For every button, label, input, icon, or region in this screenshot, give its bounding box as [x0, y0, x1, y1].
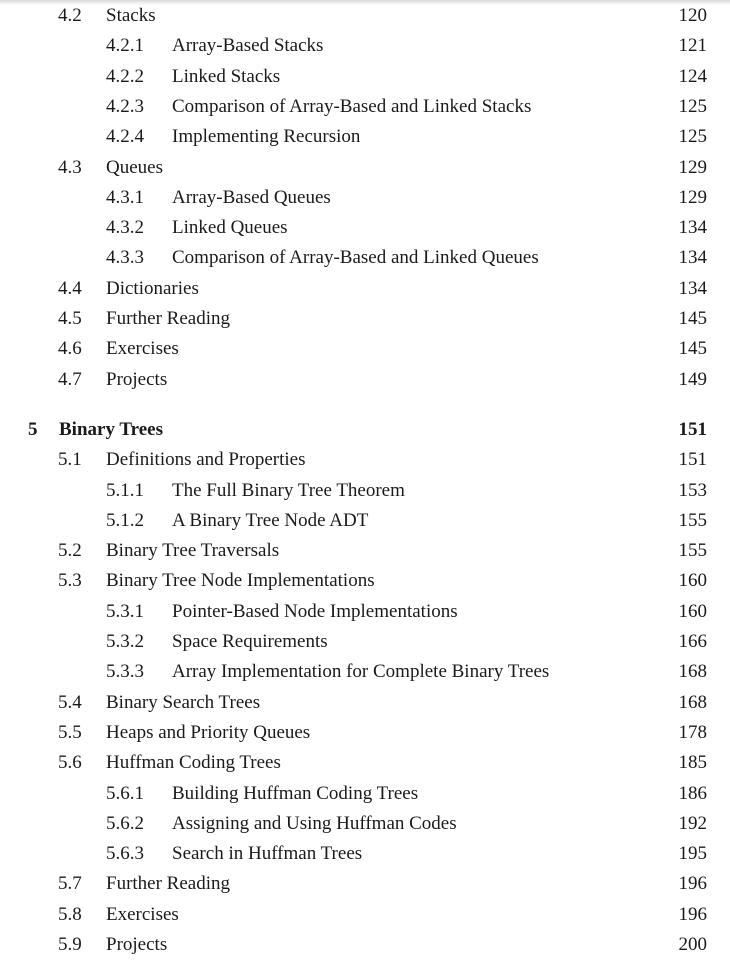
toc-entry-title: Pointer-Based Node Implementations	[172, 600, 458, 622]
toc-entry[interactable]	[0, 599, 730, 625]
toc-entry-number: 5.3.2	[106, 631, 144, 652]
toc-entry-title: Linked Queues	[172, 217, 288, 239]
toc-entry-title: Array-Based Queues	[172, 186, 331, 208]
toc-entry-page: 185	[678, 752, 707, 774]
toc-entry-title: Huffman Coding Trees	[106, 752, 281, 774]
toc-entry-title: Further Reading	[106, 873, 231, 895]
toc-entry-number: 4.2	[58, 5, 82, 26]
toc-entry-page: 151	[678, 418, 707, 440]
toc-entry-number: 4.2.2	[106, 65, 144, 87]
toc-entry-page: 134	[678, 217, 707, 239]
toc-entry-title: Comparison of Array-Based and Linked Stacks	[172, 95, 532, 117]
toc-entry-page: 125	[678, 95, 707, 117]
toc-entry-title: Binary Tree Node Implementations	[106, 570, 375, 592]
toc-entry-page: 155	[678, 540, 707, 562]
toc-entry-page: 129	[678, 186, 707, 208]
toc-entry-number: 5.3	[58, 570, 82, 592]
toc-entry-number: 4.3.1	[106, 186, 144, 208]
toc-entry[interactable]	[0, 276, 730, 302]
toc-entry-page: 168	[678, 661, 707, 683]
toc-entry-title: Array-Based Stacks	[172, 35, 324, 57]
toc-entry-page: 134	[678, 277, 707, 299]
toc-entry-page: 196	[678, 903, 707, 925]
toc-entry-title: The Full Binary Tree Theorem	[172, 479, 405, 501]
toc-entry[interactable]	[0, 215, 730, 241]
toc-entry-title: Comparison of Array-Based and Linked Queues	[172, 247, 539, 269]
toc-entry-page: 124	[678, 65, 707, 87]
toc-entry-number: 5.2	[58, 540, 82, 562]
toc-entry-page: 134	[678, 247, 707, 269]
toc-entry[interactable]	[0, 336, 730, 362]
toc-entry-title: Space Requirements	[172, 631, 328, 652]
toc-entry[interactable]	[0, 94, 730, 120]
toc-entry[interactable]	[0, 124, 730, 150]
toc-entry-page: 200	[678, 934, 707, 955]
toc-entry-title: Stacks	[106, 5, 156, 26]
toc-entry-number: 4.2.4	[106, 126, 144, 148]
toc-entry-page: 160	[678, 600, 707, 622]
toc-entry-number: 4.7	[58, 368, 82, 390]
toc-entry-number: 5.1.1	[106, 479, 144, 501]
toc-entry[interactable]	[0, 871, 730, 897]
toc-entry[interactable]	[0, 690, 730, 716]
toc-entry[interactable]	[0, 185, 730, 211]
toc-entry-number: 5.9	[58, 934, 82, 955]
toc-entry-number: 5.4	[58, 691, 82, 713]
toc-entry[interactable]	[0, 245, 730, 271]
toc-entry-number: 4.2.1	[106, 35, 144, 57]
toc-entry-title: Binary Search Trees	[106, 691, 261, 713]
toc-entry-title: Exercises	[106, 903, 179, 925]
toc-entry-number: 4.5	[58, 308, 82, 329]
toc-entry-page: 195	[678, 843, 707, 865]
toc-entry-number: 5.6.1	[106, 782, 144, 804]
toc-entry-title: Binary Trees	[59, 418, 163, 440]
toc-entry[interactable]	[0, 720, 730, 746]
toc-entry[interactable]	[0, 750, 730, 776]
toc-entry[interactable]	[0, 508, 730, 534]
toc-entry[interactable]	[0, 33, 730, 59]
toc-entry[interactable]	[0, 538, 730, 564]
toc-entry-number: 5.6.2	[106, 812, 144, 834]
toc-entry-number: 5.7	[58, 873, 82, 895]
toc-entry-page: 151	[678, 449, 707, 471]
toc-entry[interactable]	[0, 841, 730, 867]
toc-entry-page: 196	[678, 873, 707, 895]
toc-entry-number: 4.3.3	[106, 247, 144, 269]
toc-entry-page: 149	[678, 368, 707, 390]
toc-entry-page: 153	[678, 479, 707, 501]
toc-entry-page: 145	[678, 338, 707, 360]
toc-entry-page: 155	[678, 509, 707, 531]
toc-entry[interactable]	[0, 478, 730, 504]
toc-entry-number: 4.2.3	[106, 95, 144, 117]
toc-chapter-entry[interactable]	[0, 417, 730, 443]
toc-entry[interactable]	[0, 902, 730, 928]
toc-entry-page: 168	[678, 691, 707, 713]
toc-entry-title: Definitions and Properties	[106, 449, 306, 471]
toc-entry-number: 5.6.3	[106, 843, 144, 865]
toc-entry-title: Queues	[106, 156, 163, 178]
toc-entry-page: 166	[678, 631, 707, 652]
toc-entry[interactable]	[0, 629, 730, 655]
toc-entry-page: 125	[678, 126, 707, 148]
toc-entry[interactable]	[0, 811, 730, 837]
toc-entry-page: 129	[678, 156, 707, 178]
toc-entry-page: 120	[678, 5, 707, 26]
toc-entry[interactable]	[0, 659, 730, 685]
toc-entry-title: Building Huffman Coding Trees	[172, 782, 419, 804]
toc-entry-title: A Binary Tree Node ADT	[172, 509, 369, 531]
toc-entry-page: 121	[678, 35, 707, 57]
toc-entry[interactable]	[0, 367, 730, 393]
toc-entry-number: 5.3.3	[106, 661, 144, 683]
toc-entry-page: 178	[678, 721, 707, 743]
toc-entry-title: Search in Huffman Trees	[172, 843, 363, 865]
toc-entry[interactable]	[0, 781, 730, 807]
toc-entry-title: Assigning and Using Huffman Codes	[172, 812, 457, 834]
toc-entry[interactable]	[0, 155, 730, 181]
toc-entry-number: 5.6	[58, 752, 82, 774]
toc-entry-title: Heaps and Priority Queues	[106, 721, 311, 743]
toc-entry-title: Binary Tree Traversals	[106, 540, 280, 562]
toc-entry-title: Linked Stacks	[172, 65, 281, 87]
toc-entry-number: 4.3	[58, 156, 82, 178]
toc-entry-number: 4.4	[58, 277, 82, 299]
toc-entry[interactable]	[0, 64, 730, 90]
toc-entry-page: 186	[678, 782, 707, 804]
toc-entry[interactable]	[0, 568, 730, 594]
toc-entry[interactable]	[0, 932, 730, 958]
toc-entry[interactable]	[0, 3, 730, 29]
toc-entry-number: 5.3.1	[106, 600, 144, 622]
toc-entry-page: 192	[678, 812, 707, 834]
toc-entry-number: 4.6	[58, 338, 82, 360]
toc-entry-title: Implementing Recursion	[172, 126, 361, 148]
toc-entry-number: 5.1	[58, 449, 82, 471]
toc-entry-title: Dictionaries	[106, 277, 199, 299]
toc-entry[interactable]	[0, 447, 730, 473]
toc-entry-title: Projects	[106, 368, 168, 390]
toc-entry-number: 4.3.2	[106, 217, 144, 239]
toc-entry-title: Further Reading	[106, 308, 231, 329]
toc-entry-title: Projects	[106, 934, 168, 955]
toc-entry-number: 5.8	[58, 903, 82, 925]
toc-entry[interactable]	[0, 306, 730, 332]
toc-entry-page: 145	[678, 308, 707, 329]
toc-entry-title: Exercises	[106, 338, 179, 360]
toc-entry-number: 5.5	[58, 721, 82, 743]
toc-entry-number: 5.1.2	[106, 509, 144, 531]
toc-entry-page: 160	[678, 570, 707, 592]
toc-entry-title: Array Implementation for Complete Binary Trees	[172, 661, 550, 683]
toc-entry-number: 5	[28, 418, 38, 440]
